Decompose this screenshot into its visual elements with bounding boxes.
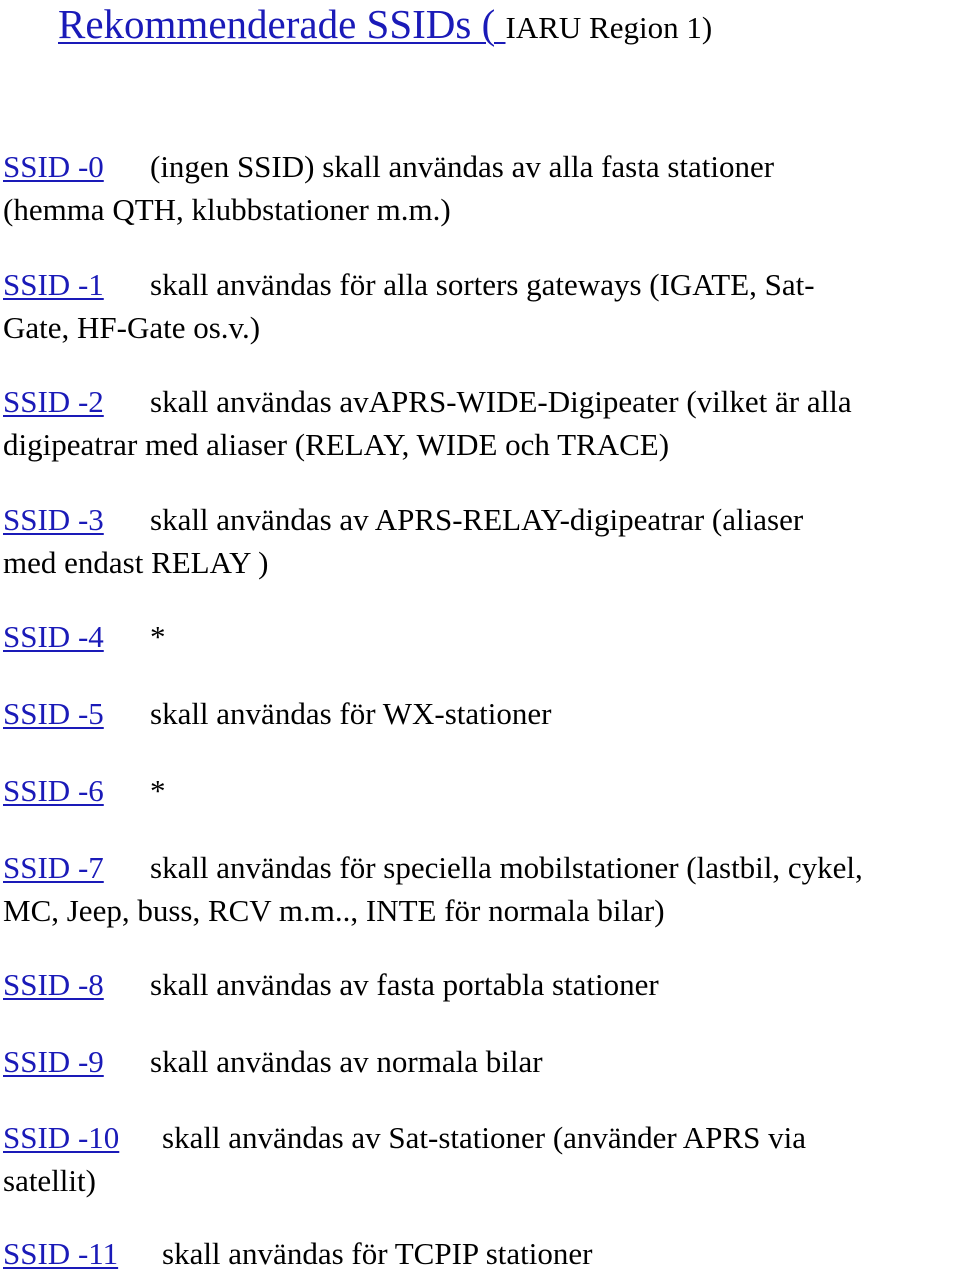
ssid-description: * (150, 619, 166, 654)
ssid-entry-10 (3, 1116, 958, 1202)
ssid-entry-7 (3, 846, 958, 932)
ssid-link-2[interactable]: SSID -2 (3, 384, 104, 419)
title-link[interactable]: Rekommenderade SSIDs ( (58, 1, 506, 47)
ssid-link-10[interactable]: SSID -10 (3, 1120, 120, 1155)
ssid-link-6[interactable]: SSID -6 (3, 773, 104, 808)
ssid-description: * (150, 773, 166, 808)
ssid-description: skall användas för speciella mobilstationer (lastbil, cykel, (150, 850, 863, 885)
ssid-description: skall användas av Sat-stationer (använder APRS via (162, 1120, 806, 1155)
ssid-description: skall användas för alla sorters gateways (IGATE, Sat- (150, 267, 815, 302)
ssid-entry-8 (3, 963, 958, 1006)
ssid-link-0[interactable]: SSID -0 (3, 149, 104, 184)
ssid-link-5[interactable]: SSID -5 (3, 696, 104, 731)
ssid-entry-3 (3, 498, 958, 584)
ssid-description-continued: med endast RELAY ) (3, 545, 269, 580)
ssid-description-continued: digipeatrar med aliaser (RELAY, WIDE och TRACE) (3, 427, 670, 462)
ssid-description-continued: Gate, HF-Gate os.v.) (3, 310, 261, 345)
ssid-entry-4 (3, 615, 958, 658)
ssid-entry-9 (3, 1040, 958, 1083)
ssid-description: skall användas för WX-stationer (150, 696, 552, 731)
ssid-entry-5 (3, 692, 958, 735)
ssid-link-1[interactable]: SSID -1 (3, 267, 104, 302)
ssid-link-8[interactable]: SSID -8 (3, 967, 104, 1002)
ssid-description: (ingen SSID) skall användas av alla fasta stationer (150, 149, 775, 184)
ssid-description: skall användas avAPRS-WIDE-Digipeater (vilket är alla (150, 384, 852, 419)
title-region-text: IARU Region 1) (505, 10, 713, 45)
ssid-description-continued: (hemma QTH, klubbstationer m.m.) (3, 192, 451, 227)
ssid-link-11[interactable]: SSID -11 (3, 1236, 119, 1271)
ssid-description: skall användas av normala bilar (150, 1044, 543, 1079)
ssid-link-7[interactable]: SSID -7 (3, 850, 104, 885)
ssid-entry-2 (3, 380, 958, 466)
ssid-entry-1 (3, 263, 958, 349)
ssid-link-4[interactable]: SSID -4 (3, 619, 104, 654)
ssid-link-9[interactable]: SSID -9 (3, 1044, 104, 1079)
ssid-description: skall användas av APRS-RELAY-digipeatrar (aliaser (150, 502, 804, 537)
ssid-entry-0 (3, 145, 958, 231)
ssid-description: skall användas av fasta portabla stationer (150, 967, 659, 1002)
page-title (58, 0, 712, 58)
ssid-description: skall användas för TCPIP stationer (162, 1236, 593, 1271)
ssid-link-3[interactable]: SSID -3 (3, 502, 104, 537)
ssid-description-continued: MC, Jeep, buss, RCV m.m.., INTE för normala bilar) (3, 893, 665, 928)
ssid-description-continued: satellit) (3, 1163, 96, 1198)
ssid-entry-6 (3, 769, 958, 812)
ssid-entry-11 (3, 1232, 958, 1275)
